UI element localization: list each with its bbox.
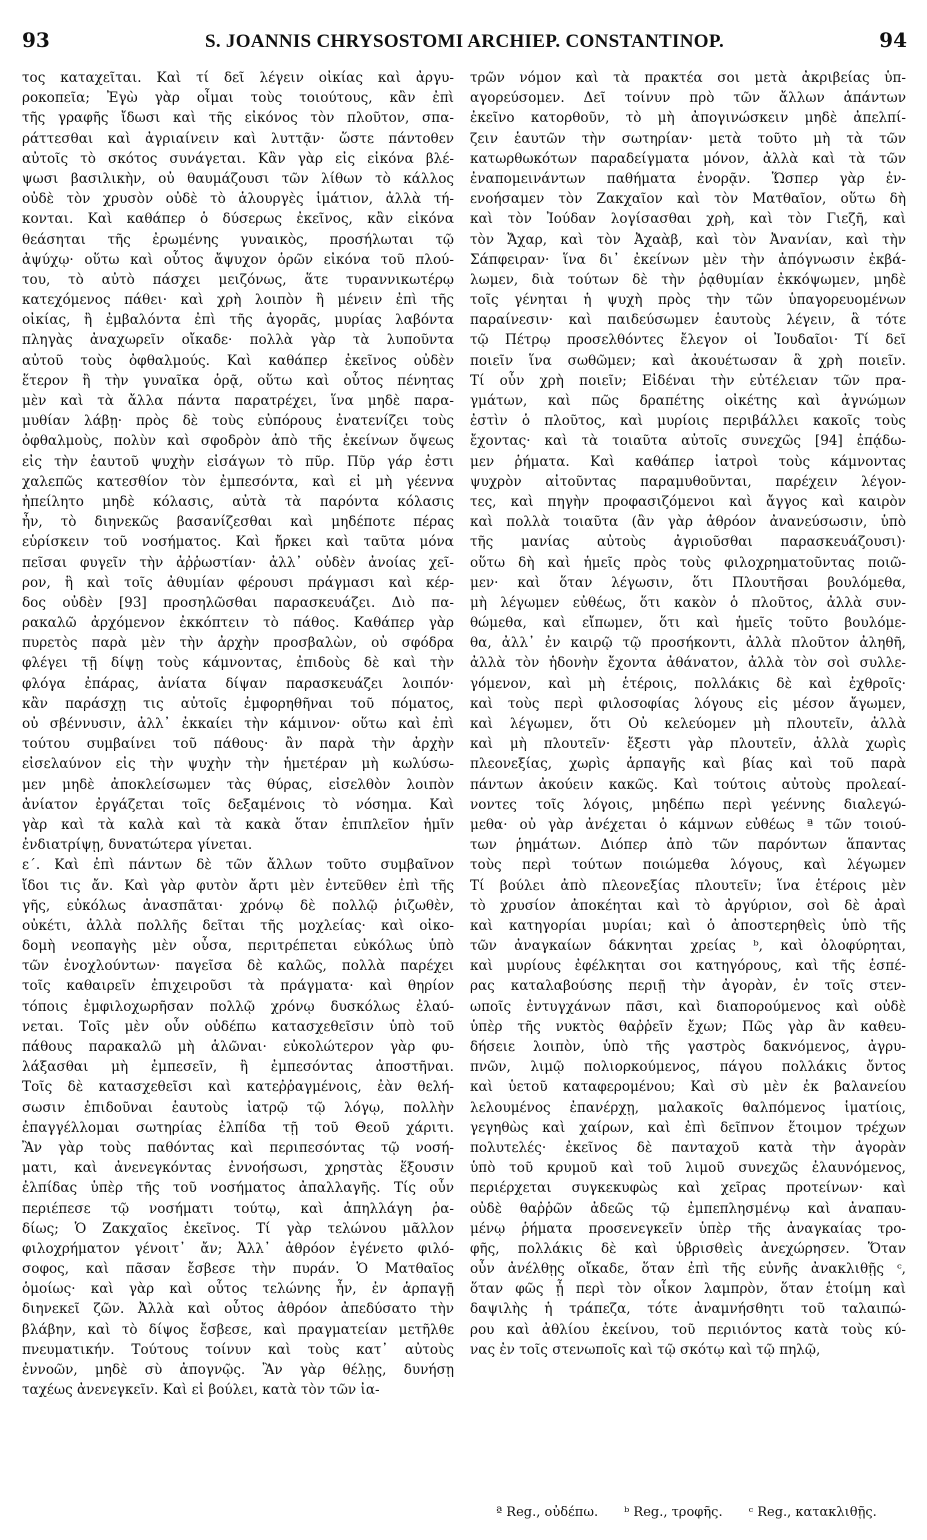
text-line: ἠπείλητο μηδὲ κόλασις, αὐτὰ τὰ παρόντα κόλασις bbox=[22, 493, 454, 510]
text-line: μυθίαν λάβῃ· πρὸς δὲ τοὺς εὐπόρους ἐνατενίζει τοὺς bbox=[22, 413, 454, 430]
text-line: τοῖς καθαιρεῖν ἐπιχειροῦσι τὰ πράγματα· καὶ θηρίον bbox=[22, 978, 454, 995]
text-line: ἴδοι τις ἄν. Καὶ γὰρ φυτὸν ἄρτι μὲν ἐντεῦθεν ἐπὶ τῆς bbox=[22, 877, 454, 894]
text-line: περιέρχεται συγκεκυφὼς καὶ χεῖρας προτείνων· καὶ bbox=[470, 1180, 906, 1197]
text-line: φλόγα ἐπάρας, ἀνίατα δίψαν παρασκευάζει λοιπόν· bbox=[22, 675, 454, 692]
text-line: ἐκεῖνο κατορθοῦν, τὸ μὴ ἀπογινώσκειν μηδὲ ἀπελπί- bbox=[470, 110, 906, 127]
text-line: καὶ μὴ πλουτεῖν· ἔξεστι γὰρ πλουτεῖν, ἀλλὰ χωρὶς bbox=[470, 736, 906, 753]
text-line: ἀνίατον ἐργάζεται τοῖς δεξαμένοις τὸ νόσημα. Καὶ bbox=[22, 796, 454, 813]
text-line: γεγηθὼς καὶ χαίρων, καὶ ἐπὶ δεῖπνον ἕτοιμον τρέχων bbox=[470, 1119, 906, 1136]
text-line: φῆς, πολλάκις δὲ καὶ ὑβρισθεὶς ἀνεχώρησεν. Ὅταν bbox=[470, 1240, 906, 1257]
text-line: τρῶν νόμον καὶ τὰ πρακτέα σοι μετὰ ἀκριβείας ὑπ- bbox=[470, 70, 906, 86]
text-line: δήσειε λοιπὸν, ὑπὸ τῆς γαστρὸς δακνόμενος, ἀγρυ- bbox=[470, 1039, 906, 1055]
text-line: του, τὸ αὐτὸ πάσχει μειζόνως, ἅτε τυραννικωτέρῳ bbox=[22, 271, 454, 288]
text-line: μεθα· οὐ γὰρ ἀνέχεται ὁ κάμνων εὐθέως ª τῶν τοιού- bbox=[470, 816, 906, 833]
text-line: ρον, ἣ καὶ τοῖς ἀθυμίαν φέρουσι πράγμασι καὶ κέρ- bbox=[22, 574, 454, 591]
text-line: οὐκέτι, ἀλλὰ πολλῆς δεῖται τῆς μοχλείας· καὶ οἰκο- bbox=[22, 917, 454, 934]
text-line: ἐνδιατρίψῃ, δυνατώτερα γίνεται. bbox=[22, 837, 253, 854]
text-line: Ἂν γὰρ τοὺς παθόντας καὶ περιπεσόντας τῷ νοσή- bbox=[22, 1139, 454, 1156]
text-line: χαλεπῶς κατεσθίον τὸν ἐμπεσόντα, καὶ εἰ μὴ γέεννα bbox=[22, 473, 454, 490]
text-line: πάντων ἀκούειν κακῶς. Καὶ τούτοις αὐτοὺς προλεαί- bbox=[470, 776, 906, 793]
text-line: οὕτω δὴ καὶ ἡμεῖς πρὸς τοὺς φιλοχρηματοῦντας ποιῶ- bbox=[470, 554, 906, 571]
text-line: πνευματικήν. Τούτους τοίνυν καὶ τοὺς κατ᾽ αὐτοὺς bbox=[22, 1341, 454, 1358]
text-line: ὑπὲρ τῆς νυκτὸς θαῤῥεῖν ἔχων; Πῶς γὰρ ἂν καθευ- bbox=[470, 1018, 906, 1035]
text-line: μεν μηδὲ ἀποκλείσωμεν τὰς θύρας, εἰσελθὸν λοιπὸν bbox=[22, 776, 454, 793]
text-line: καὶ τὸν Ἰούδαν λογίσασθαι χρὴ, καὶ τὸν Γιεζῆ, καὶ bbox=[470, 211, 906, 228]
text-line: ἦν, τὸ διηνεκῶς βασανίζεσθαι καὶ μηδέποτε πέρας bbox=[22, 514, 454, 531]
text-line: κατωρθωκότων παραδείγματα μόνον, ἀλλὰ καὶ τὰ τῶν bbox=[470, 150, 906, 167]
text-line: Τί βούλει ἀπὸ πλεονεξίας πλουτεῖν; ἵνα ἑτέροις μὲν bbox=[470, 877, 906, 894]
text-line: οὐδὲ τὸν χρυσὸν οὐδὲ τὸ ἁλουργὲς ἱμάτιον, ἀλλὰ τή- bbox=[22, 191, 454, 208]
text-line: ὁμοίως· καὶ γὰρ καὶ οὗτος τελώνης ἦν, ἐν ἁρπαγῇ bbox=[22, 1281, 454, 1298]
text-line: νεται. Τοῖς μὲν οὖν οὐδέπω κατασχεθεῖσιν ὑπὸ τοῦ bbox=[22, 1018, 454, 1035]
text-line: πεῖσαι φυγεῖν τὴν ἀῤῥωστίαν· ἀλλ᾽ οὐδὲν ἀνοίας χεῖ- bbox=[22, 554, 454, 571]
text-line: ράττεσθαι καὶ ἀγριαίνειν καὶ λυττᾷν· ὥστε πάντοθεν bbox=[22, 130, 454, 147]
text-line: Τί οὖν χρὴ ποιεῖν; Εἰδέναι τὴν εὐτέλειαν τῶν πρα- bbox=[470, 372, 906, 389]
text-line: βλάβην, καὶ τὸ δίψος ἔσβεσε, καὶ πραγματείαν μετῆλθε bbox=[22, 1321, 454, 1338]
text-line: πάθους παρακαλῶ μὴ ἁλῶναι· εὐκολώτερον γὰρ φυ- bbox=[22, 1039, 454, 1055]
text-line: καὶ ὑετοῦ καταφερομένου; Καὶ σὺ μὲν ἐκ βαλανείου bbox=[470, 1079, 906, 1096]
text-line: οὐ σβέννυσιν, ἀλλ᾽ ἐκκαίει τὴν κάμινον· οὕτω καὶ ἐπὶ bbox=[22, 716, 454, 732]
text-line: φιλοχρήματον γένοιτ᾽ ἄν; Ἀλλ᾽ ἀθρόον ἐγένετο φιλό- bbox=[22, 1240, 454, 1257]
text-line: δαψιλὴς ἡ τράπεζα, τότε ἀναμνήσθητι τοῦ ταλαιπώ- bbox=[470, 1301, 906, 1318]
text-line: κονται. Καὶ καθάπερ ὁ δύσερως ἐκεῖνος, κἂν εἰκόνα bbox=[22, 211, 454, 228]
text-line: τῶν ἐνοχλούντων· παγεῖσα δὲ καλῶς, πολλὰ παρέχει bbox=[22, 958, 454, 975]
left-page-number: 93 bbox=[22, 28, 50, 52]
text-line: κἂν παράσχῃ τις αὐτοῖς ἐμφορηθῆναι τοῦ πόματος, bbox=[22, 695, 454, 712]
text-line: τῆς μανίας αὐτοὺς ἀγριοῦσθαι παρασκευάζουσι)· bbox=[470, 534, 906, 551]
text-line: ποιεῖν ἵνα σωθῶμεν; καὶ ἀκουέτωσαν ἃ χρὴ ποιεῖν. bbox=[470, 352, 906, 369]
text-line: δος οὐδὲν [93] προσηλῶσθαι παρασκευάζει. Διὸ πα- bbox=[22, 594, 454, 611]
text-line: λάξασθαι μὴ ἐμπεσεῖν, ἢ ἐμπεσόντας ἀποστῆναι. bbox=[22, 1059, 454, 1076]
text-line: οὖν ἀνέλθῃς οἴκαδε, ὅταν ἐπὶ τῆς εὐνῆς ἀνακλιθῇς ᶜ, bbox=[470, 1261, 906, 1278]
text-line: καὶ λέγωμεν, ὅτι Οὐ κελεύομεν μὴ πλουτεῖν, ἀλλὰ bbox=[470, 716, 906, 732]
text-line: νας ἐν τοῖς στενωποῖς καὶ τῷ σκότῳ καὶ τῷ πηλῷ, bbox=[470, 1341, 821, 1358]
running-title: S. JOANNIS CHRYSOSTOMI ARCHIEP. CONSTANTINOP. bbox=[204, 31, 725, 52]
text-line: μεν ῥήματα. Καὶ καθάπερ ἰατροὶ τοὺς κάμνοντας bbox=[470, 453, 906, 470]
footnote: ᵇ Reg., τροφῆς. bbox=[624, 1505, 723, 1520]
footnote: ᶜ Reg., κατακλιθῇς. bbox=[748, 1505, 877, 1520]
text-line: πολυτελές· ἐκεῖνος δὲ πανταχοῦ κατὰ τὴν ἀγορὰν bbox=[470, 1139, 906, 1156]
text-line: οὐδὲ θαῤῥῶν ἀδεῶς τῷ ἐμπεπλησμένῳ καὶ ἀναπαυ- bbox=[470, 1200, 906, 1217]
text-line: δομὴ νεοπαγὴς μὲν οὖσα, περιτρέπεται εὐκόλως ὑπὸ bbox=[22, 938, 454, 955]
text-line: παραίνεσιν· καὶ παιδεύσωμεν ἑαυτοὺς λέγειν, ἃ τότε bbox=[470, 312, 906, 329]
text-line: ἐλπίδας ὑπὲρ τῆς τοῦ νοσήματος ἀπαλλαγῆς. Τίς οὖν bbox=[22, 1180, 454, 1197]
text-line: ἐστὶν ὁ πλοῦτος, καὶ μυρίοις περιβάλλει κακοῖς τοὺς bbox=[470, 413, 906, 430]
text-line: ρακαλῶ ἀρχόμενον ἐκκόπτειν τὸ πάθος. Καθάπερ γὰρ bbox=[22, 615, 454, 632]
text-line: λωμεν, διὰ τούτων δὲ τὴν ῥᾳθυμίαν ἐκκόψωμεν, μηδὲ bbox=[470, 271, 906, 288]
text-line: Τοῖς δὲ κατασχεθεῖσι καὶ κατεῤῥαγμένοις, ἐὰν θελή- bbox=[22, 1079, 454, 1096]
text-line: ψωσι βασιλικὴν, οὐ θαυμάζουσι τῶν λίθων τὸ κάλλος bbox=[22, 170, 454, 187]
text-line: ὅταν φῶς ᾖ περὶ τὸν οἶκον λαμπρὸν, ὅταν ἑτοίμη καὶ bbox=[470, 1281, 906, 1298]
text-line: φλέγει τῇ δίψῃ τοὺς κάμνοντας, ἐπιδοὺς δὲ καὶ τὴν bbox=[22, 655, 454, 672]
text-line: περιέπεσε τῷ νοσήματι τούτῳ, καὶ ἀπηλλάγη ῥα- bbox=[22, 1200, 454, 1217]
text-line: ἐννοῶν, μηδὲ σὺ ἀπογνῷς. Ἂν γὰρ θέλῃς, δυνήσῃ bbox=[22, 1362, 454, 1378]
text-line: καὶ κατηγορίαι μυρίαι; καὶ ὁ ἀποστερηθεὶς ὑπὸ τῆς bbox=[470, 917, 906, 934]
text-line: τῆς γραφῆς ἴδωσι καὶ τῆς εἰκόνος τὸν πλοῦτον, σπα- bbox=[22, 110, 454, 127]
text-line: γμάτων, καὶ πῶς δραπέτης οἰκέτης καὶ ἀγνώμων bbox=[470, 393, 906, 409]
text-line: τοῖς γένηται ἡ ψυχὴ πρὸς τὴν τῶν ὑπαγορευομένων bbox=[470, 292, 906, 309]
text-line: τὸν Ἄχαρ, καὶ τὸν Ἀχαὰβ, καὶ τὸν Ἀνανίαν, καὶ τὴν bbox=[470, 231, 906, 248]
text-line: ἔχοντας· καὶ τὰ τοιαῦτα αὐτοῖς συνεχῶς [94] ἐπᾴδω- bbox=[470, 433, 906, 450]
text-line: σοφος, καὶ πᾶσαν ἔσβεσε τὴν πυράν. Ὁ Ματθαῖος bbox=[22, 1261, 454, 1278]
text-line: πλεονεξίας, χωρὶς ἁρπαγῆς καὶ βίας καὶ τοῦ παρὰ bbox=[470, 756, 906, 773]
text-line: ρου καὶ ἀθλίου ἐκείνου, τοῦ περιιόντος κατὰ τοὺς κύ- bbox=[470, 1321, 906, 1338]
text-line: ὀφθαλμοὺς, πολὺν καὶ σφοδρὸν ἀπὸ τῆς ἐκείνων ὄψεως bbox=[22, 433, 454, 450]
text-line: αγορεύσομεν. Δεῖ τοίνυν πρὸ τῶν ἄλλων ἁπάντων bbox=[470, 90, 906, 107]
text-line: καὶ πολλὰ τοιαῦτα (ἂν γὰρ ἀθρόον ἀνανεύσωσιν, ὑπὸ bbox=[470, 514, 906, 531]
text-line: γὰρ καὶ τὰ καλὰ καὶ τὰ κακὰ ὅταν ἐπιπλεῖον ἡμῖν bbox=[22, 816, 454, 833]
text-line: μεν· καὶ ὅταν λέγωσιν, ὅτι Πλουτῆσαι βουλόμεθα, bbox=[470, 574, 906, 591]
text-line: πυρετὸς παρὰ μὲν τὴν ἀρχὴν προσβαλὼν, οὐ σφόδρα bbox=[22, 635, 454, 652]
text-line: ὑπὸ τοῦ κρυμοῦ καὶ τοῦ λιμοῦ συνεχῶς ἐλαυνόμενος, bbox=[470, 1160, 906, 1177]
text-line: τῶν ἀναγκαίων δάκνηται χρείας ᵇ, καὶ ὀλοφύρηται, bbox=[470, 938, 906, 955]
text-line: ἕτερον ἢ τὴν γυναῖκα ὁρᾷ, οὕτω καὶ οὗτος πένητας bbox=[22, 372, 454, 389]
text-line: τὸ χρυσίον ἀποκέηται καὶ τὸ ἀργύριον, σοὶ δὲ ἀραὶ bbox=[470, 897, 906, 914]
text-line: ενοήσαμεν τὸν Ζακχαῖον καὶ τὸν Ματθαῖον, οὕτω δὴ bbox=[470, 191, 906, 208]
text-line: πνῶν, λιμῷ πολιορκούμενος, πάγου πολλάκις ὄντος bbox=[470, 1059, 906, 1076]
text-line: δίως; Ὁ Ζακχαῖος ἐκεῖνος. Τί γὰρ τελώνου μᾶλλον bbox=[22, 1220, 454, 1237]
text-line: λελουμένος ἐπανέρχῃ, μαλακοῖς θαλπόμενος ἱματίοις, bbox=[470, 1099, 906, 1116]
text-line: μένῳ ῥήματα προσενεγκεῖν ὑπὲρ τῆς ἀναγκαίας τρο- bbox=[470, 1220, 906, 1237]
text-line: ματι, καὶ ἀνενεγκόντας ἐννοήσωσι, χρηστὰς ἕξουσιν bbox=[22, 1160, 454, 1177]
text-line: πληγὰς ἀναχωρεῖν οἴκαδε· πολλὰ γὰρ τὰ λυποῦντα bbox=[22, 332, 454, 349]
text-line: τοὺς περὶ τούτων ποιώμεθα λόγους, καὶ λέγωμεν bbox=[470, 857, 906, 874]
text-line: Σάπφειραν· ἵνα δι᾽ ἐκείνων μὲν τὴν ἀπόγνωσιν ἐκβά- bbox=[470, 251, 906, 268]
text-line: σωσιν ἐπιδοῦναι ἑαυτοὺς ἰατρῷ τῷ λόγῳ, πολλὴν bbox=[22, 1099, 454, 1116]
text-line: ωποῖς ἐντυγχάνων πᾶσι, καὶ διαπορούμενος καὶ οὐδὲ bbox=[470, 998, 906, 1015]
text-line: τος καταχεῖται. Καὶ τί δεῖ λέγειν οἰκίας καὶ ἀργυ- bbox=[22, 70, 454, 86]
text-line: θώμεθα, καὶ εἴπωμεν, ὅτι καὶ ἡμεῖς τοῦτο βουλόμε- bbox=[470, 615, 906, 632]
footnotes bbox=[496, 1505, 906, 1520]
text-line: τες, καὶ πηγὴν προφασιζόμενοι καὶ ἄγγος καὶ καιρὸν bbox=[470, 493, 906, 510]
text-line: ζειν ἑαυτῶν τὴν σωτηρίαν· μετὰ τοῦτο μὴ τὰ τῶν bbox=[470, 130, 906, 147]
text-line: εἰς τὴν ἑαυτοῦ ψυχὴν εἰσάγων τὸ πῦρ. Πῦρ γάρ ἐστι bbox=[22, 453, 454, 470]
text-line: ρας καταλαβούσης περιῇ τὴν ἀγορὰν, ἐν τοῖς στεν- bbox=[470, 978, 906, 995]
text-line: γόμενον, καὶ μὴ ἑτέροις, πολλάκις δὲ καὶ ἐχθροῖς· bbox=[470, 675, 906, 692]
right-text-column bbox=[470, 68, 906, 1360]
text-line: τῷ Πέτρῳ προσελθόντες ἔλεγον οἱ Ἰουδαῖοι· Τί δεῖ bbox=[470, 332, 906, 349]
text-line: ροκοπεῖα; Ἐγὼ γὰρ οἶμαι τοὺς τοιούτους, κἂν ἐπὶ bbox=[22, 90, 454, 107]
running-header bbox=[22, 28, 907, 58]
text-line: μὲν καὶ τὰ ἄλλα πάντα παρατρέχει, ἵνα μηδὲ παρα- bbox=[22, 393, 454, 409]
text-line: ταχέως ἀνενεγκεῖν. Καὶ εἰ βούλει, κατὰ τὸν τῶν ἰα- bbox=[22, 1382, 380, 1399]
text-line: εἰσελαύνον εἰς τὴν ψυχὴν τὴν ἡμετέραν μὴ κωλύσω- bbox=[22, 756, 454, 773]
text-line: μὴ λέγωμεν εὐθέως, ὅτι κακὸν ὁ πλοῦτος, ἀλλὰ συν- bbox=[470, 594, 906, 611]
text-line: ἐναπομεινάντων παθήματα ἐνορᾷν. Ὥσπερ γὰρ ἐν- bbox=[470, 170, 906, 187]
text-line: διηνεκεῖ ζῶν. Ἀλλὰ καὶ οὗτος ἀθρόον ἀπεδύσατο τὴν bbox=[22, 1301, 454, 1318]
text-line: γῆς, εὐκόλως ἀνασπᾶται· χρόνῳ δὲ πολλῷ ῥιζωθὲν, bbox=[22, 897, 454, 914]
text-line: καὶ τοὺς περὶ φιλοσοφίας λόγους εἰς μέσον ἄγωμεν, bbox=[470, 695, 906, 712]
text-line: ἐπαγγέλλομαι σωτηρίας ἐλπίδα τῇ τοῦ Θεοῦ χάριτι. bbox=[22, 1119, 454, 1136]
text-line: ἀλλὰ τὸν ἡδονὴν ἔχοντα ἀθάνατον, ἀλλὰ τὸν σοὶ συλλε- bbox=[470, 655, 906, 672]
text-line: θεάσηται τῆς ἐρωμένης γυναικὸς, προσήλωται τῷ bbox=[22, 231, 454, 248]
left-text-column bbox=[22, 68, 454, 1400]
text-line: αὐτοῦ τοὺς ὀφθαλμούς. Καὶ καθάπερ ἐκεῖνος οὐδὲν bbox=[22, 352, 454, 369]
text-line: ἀψύχῳ· οὕτω καὶ οὗτος ἄψυχον ὁρῶν εἰκόνα τοῦ πλού- bbox=[22, 251, 454, 268]
text-line: ε΄. Καὶ ἐπὶ πάντων δὲ τῶν ἄλλων τοῦτο συμβαῖνον bbox=[22, 857, 454, 874]
text-line: αὐτοῖς τὸ σκότος συνάγεται. Κἂν γὰρ εἰς εἰκόνα βλέ- bbox=[22, 150, 454, 167]
text-line: εὑρίσκειν τοῦ νοσήματος. Καὶ ἤρκει καὶ ταῦτα μόνα bbox=[22, 534, 454, 551]
footnote: ª Reg., οὐδέπω. bbox=[496, 1505, 599, 1520]
text-line: καὶ μυρίους ἐφέλκηται σοι κατηγόρους, καὶ τῆς ἑσπέ- bbox=[470, 958, 906, 975]
text-line: των ῥημάτων. Διόπερ ἀπὸ τῶν παρόντων ἅπαντας bbox=[470, 837, 906, 854]
text-line: τόποις ἐμφιλοχωρῆσαν πολλῷ χρόνῳ δυσκόλως ἐλαύ- bbox=[22, 998, 454, 1015]
text-line: κατεχόμενος πάθει· καὶ χρὴ λοιπὸν ἢ μένειν ἐπὶ τῆς bbox=[22, 292, 454, 309]
text-line: τούτου συμβαίνει τοῦ πάθους· ἂν παρὰ τὴν ἀρχὴν bbox=[22, 736, 454, 753]
text-line: οἰκίας, ἢ ἐμβαλόντα ἐπὶ τῆς ἀγορᾶς, μυρίας λαβόντα bbox=[22, 312, 454, 329]
text-line: ψυχρὸν αἰτοῦντας παραμυθοῦνται, παρέχειν λέγον- bbox=[470, 473, 906, 490]
text-line: νοντες τοῖς λόγοις, μηδέπω περὶ γεέννης διαλεγώ- bbox=[470, 796, 906, 813]
text-line: θα, ἀλλ᾽ ἐν καιρῷ τῷ προσήκοντι, ἀλλὰ πλοῦτον ἀληθῆ, bbox=[470, 635, 906, 652]
right-page-number: 94 bbox=[879, 28, 907, 52]
